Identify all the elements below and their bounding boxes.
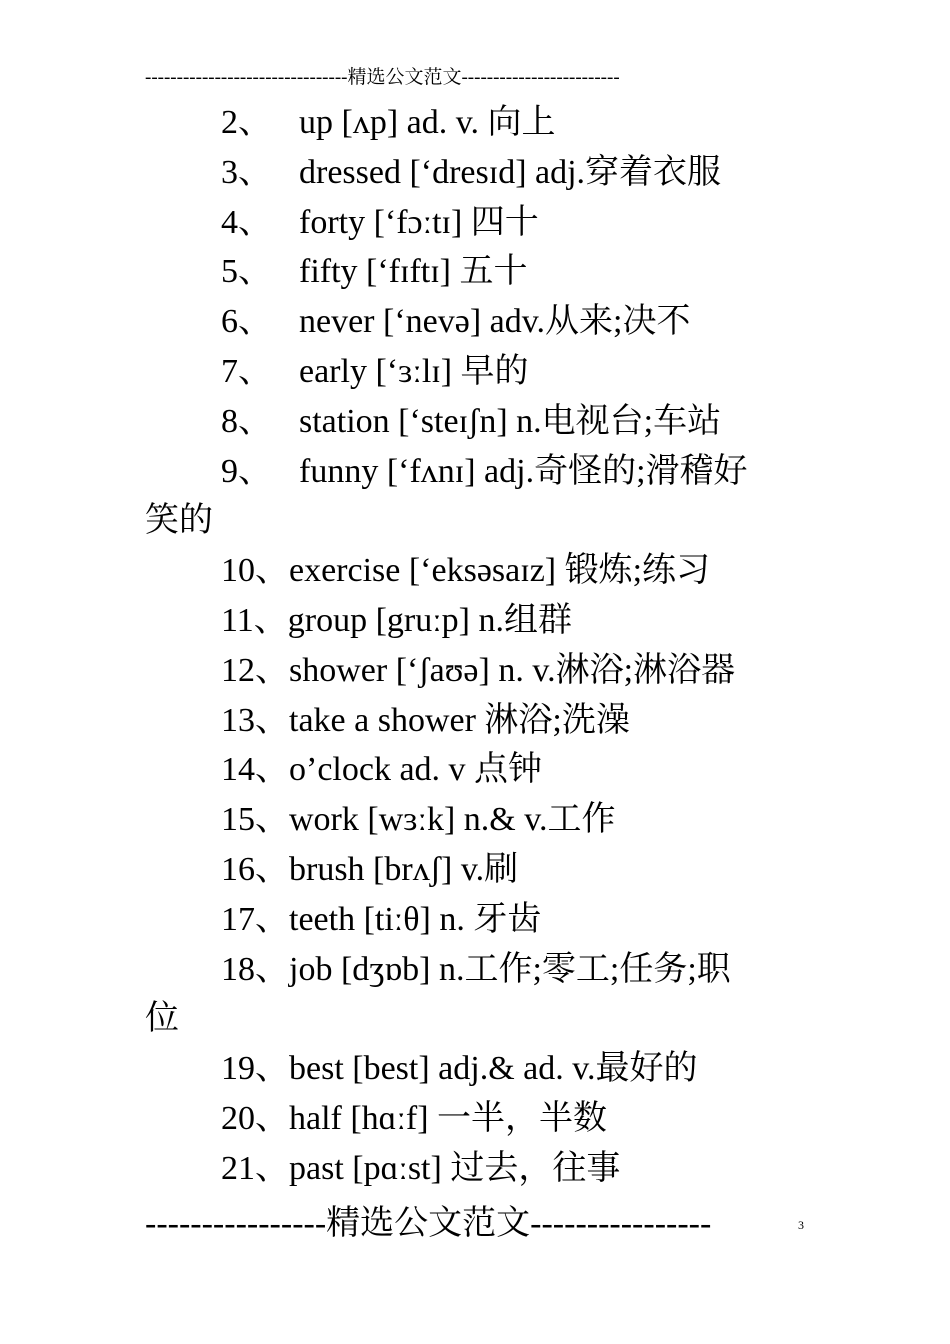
list-item — [145, 247, 825, 297]
list-item — [145, 895, 825, 945]
list-item — [145, 696, 825, 746]
item-text: funny [‘fʌnɪ] adj.奇怪的;滑稽好 — [299, 452, 748, 490]
page-footer: ----------------精选公文范文---------------- — [145, 1205, 712, 1242]
item-text: forty [‘fɔːtɪ] 四十 — [299, 203, 539, 241]
item-text: best [best] adj.& ad. v.最好的 — [289, 1050, 698, 1088]
list-item — [145, 646, 825, 696]
list-item — [145, 1094, 825, 1144]
item-number: 7、 — [221, 352, 272, 390]
item-number: 16、 — [221, 850, 289, 888]
item-text: take a shower 淋浴;洗澡 — [289, 701, 630, 739]
item-number: 4、 — [221, 203, 272, 241]
item-number: 17、 — [221, 900, 289, 938]
list-item — [145, 845, 825, 895]
list-item — [145, 297, 825, 347]
item-number: 6、 — [221, 303, 272, 341]
item-text: group [gruːp] n.组群 — [287, 601, 572, 639]
item-number: 20、 — [221, 1099, 289, 1137]
item-number: 19、 — [221, 1050, 289, 1088]
item-number: 3、 — [221, 153, 272, 191]
list-item — [145, 98, 825, 148]
item-text: half [hɑːf] 一半，半数 — [289, 1099, 608, 1137]
list-item — [145, 745, 825, 795]
item-text: past [pɑːst] 过去，往事 — [289, 1149, 621, 1187]
list-item — [145, 397, 825, 447]
item-text: work [wɜːk] n.& v.工作 — [289, 801, 616, 839]
list-item-continuation: 位 — [145, 1000, 179, 1038]
item-text: exercise [‘eksəsaɪz] 锻炼;练习 — [289, 552, 711, 590]
list-item — [145, 447, 825, 497]
item-text: teeth [tiːθ] n. 牙齿 — [289, 900, 542, 938]
list-item — [145, 1044, 825, 1094]
list-item — [145, 347, 825, 397]
list-item — [145, 198, 825, 248]
item-number: 5、 — [221, 253, 272, 291]
list-item — [145, 148, 825, 198]
item-number: 11、 — [221, 601, 288, 639]
list-item-continuation: 笑的 — [145, 502, 213, 540]
item-number: 2、 — [221, 104, 272, 141]
item-number: 15、 — [221, 801, 289, 839]
item-text: never [‘nevə] adv.从来;决不 — [299, 303, 691, 341]
item-text: shower [‘ʃaʊə] n. v.淋浴;淋浴器 — [289, 651, 736, 689]
item-number: 9、 — [221, 452, 272, 490]
item-text: fifty [‘fɪftɪ] 五十 — [299, 253, 528, 291]
item-text: up [ʌp] ad. v. 向上 — [299, 104, 556, 141]
item-text: early [‘ɜːlɪ] 早的 — [299, 352, 529, 390]
item-number: 10、 — [221, 552, 289, 590]
list-item — [145, 795, 825, 845]
item-text: dressed [‘dresɪd] adj.穿着衣服 — [299, 153, 722, 191]
list-item — [145, 945, 825, 995]
list-item — [145, 596, 825, 646]
list-item — [145, 1144, 825, 1194]
item-number: 12、 — [221, 651, 289, 689]
item-text: station [‘steɪʃn] n.电视台;车站 — [299, 402, 722, 440]
item-number: 14、 — [221, 751, 289, 789]
list-item — [145, 546, 825, 596]
item-text: job [dʒɒb] n.工作;零工;任务;职 — [289, 950, 731, 988]
item-number: 8、 — [221, 402, 272, 440]
item-text: brush [brʌʃ] v.刷 — [289, 850, 519, 888]
page-number: 3 — [798, 1218, 804, 1232]
item-number: 18、 — [221, 950, 289, 988]
item-text: o’clock ad. v 点钟 — [289, 751, 543, 789]
item-number: 13、 — [221, 701, 289, 739]
vocabulary-list — [145, 98, 825, 1194]
page-header: --------------------------------精选公文范文------------------------- — [145, 67, 620, 88]
item-number: 21、 — [221, 1149, 289, 1187]
